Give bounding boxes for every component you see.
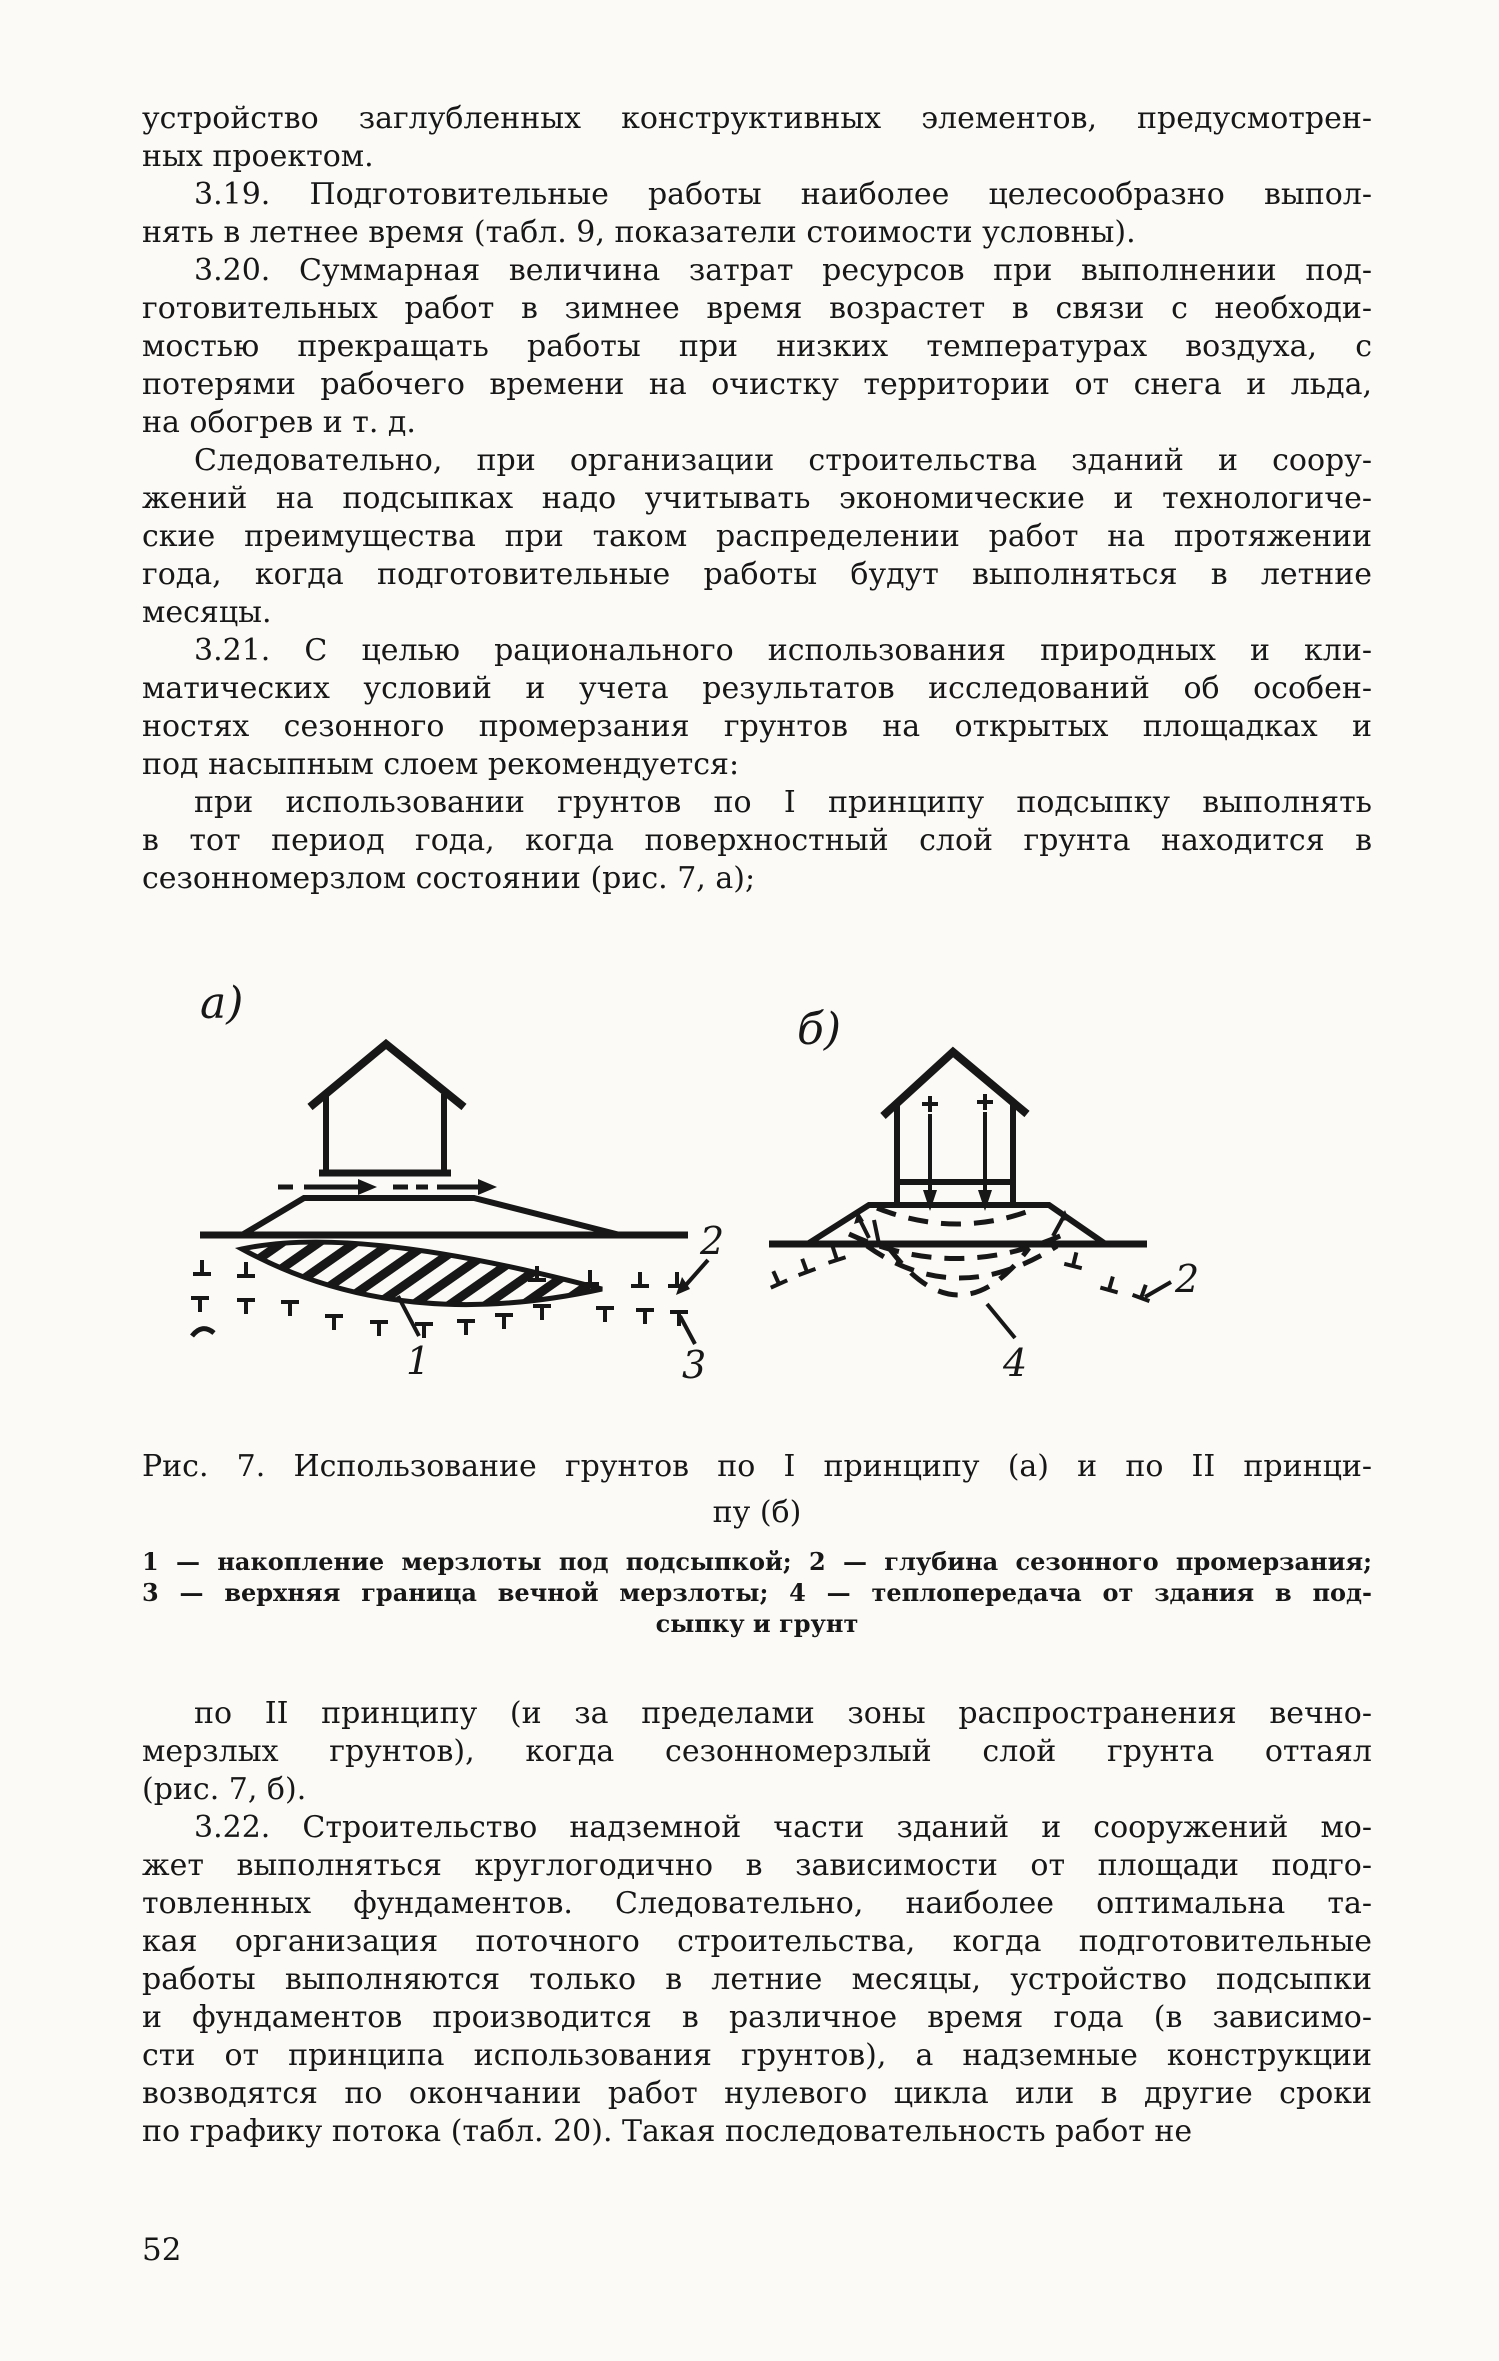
lateral-heat-arrows-icon xyxy=(278,1179,497,1195)
text-line: кая организация поточного строительства, когда подготовительные xyxy=(142,1924,1372,1959)
caption-line: пу (б) xyxy=(712,1495,802,1530)
legend-line: 1 — накопление мерзлоты под подсыпкой; 2 — глубина сезонного промерзания; xyxy=(142,1547,1372,1576)
text-line: года, когда подготовительные работы будут выполняться в летние xyxy=(142,557,1372,592)
text-line: в тот период года, когда поверхностный слой грунта находится в xyxy=(142,823,1372,858)
frozen-dome xyxy=(242,1242,602,1305)
fill-mound-a xyxy=(242,1198,620,1235)
text-line: ские преимущества при таком распределении работ на протяжении xyxy=(142,519,1372,554)
diagram-a xyxy=(142,944,757,1394)
heat-transfer-arrows-icon xyxy=(922,1094,993,1211)
thaw-isotherms xyxy=(849,1208,1069,1295)
text-line: 3.20. Суммарная величина затрат ресурсов при выполнении под- xyxy=(194,253,1372,288)
text-line: на обогрев и т. д. xyxy=(142,405,416,440)
text-line: по графику потока (табл. 20). Такая последовательность работ не xyxy=(142,2114,1193,2149)
text-line: потерями рабочего времени на очистку территории от снега и льда, xyxy=(142,367,1372,402)
text-line: жет выполняться круглогодично в зависимости от площади подго- xyxy=(142,1848,1372,1883)
text-line: (рис. 7, б). xyxy=(142,1772,307,1807)
callout-4: 4 xyxy=(1003,1341,1028,1385)
text-line: работы выполняются только в летние месяцы, устройство подсыпки xyxy=(142,1962,1372,1997)
text-line: нять в летнее время (табл. 9, показатели стоимости условны). xyxy=(142,215,1136,250)
text-line: устройство заглубленных конструктивных элементов, предусмотрен- xyxy=(142,101,1372,136)
text-line: Следовательно, при организации строительства зданий и соору- xyxy=(194,443,1372,478)
text-line: ных проектом. xyxy=(142,139,374,174)
text-line: мостью прекращать работы при низких температурах воздуха, с xyxy=(142,329,1372,364)
text-line: товленных фундаментов. Следовательно, наиболее оптимальна та- xyxy=(142,1886,1372,1921)
house-a-icon xyxy=(310,1044,464,1175)
callout-1: 1 xyxy=(406,1339,431,1383)
text-line: 3.21. С целью рационального использования природных и кли- xyxy=(194,633,1372,668)
body-text-bottom xyxy=(142,1695,1372,2151)
text-line: матических условий и учета результатов исследований об особен- xyxy=(142,671,1372,706)
text-line: ностях сезонного промерзания грунтов на открытых площадках и xyxy=(142,709,1372,744)
house-b-icon xyxy=(883,1052,1027,1204)
text-line: по II принципу (и за пределами зоны распространения вечно- xyxy=(194,1696,1372,1731)
text-line: и фундаментов производится в различное время года (в зависимо- xyxy=(142,2000,1372,2035)
figure-legend xyxy=(142,1546,1372,1639)
text-line: под насыпным слоем рекомендуется: xyxy=(142,747,740,782)
callout-2b: 2 xyxy=(1175,1257,1200,1301)
text-line: 3.19. Подготовительные работы наиболее целесообразно выпол- xyxy=(194,177,1372,212)
legend-line: сыпку и грунт xyxy=(655,1609,859,1638)
callout-2: 2 xyxy=(700,1219,725,1263)
frost-marks-b xyxy=(765,1244,1154,1301)
figure-7 xyxy=(142,944,1372,1394)
caption-line: Рис. 7. Использование грунтов по I принципу (а) и по II принци- xyxy=(142,1449,1372,1484)
text-line: сти от принципа использования грунтов), а надземные конструкции xyxy=(142,2038,1372,2073)
text-line: сезонномерзлом состоянии (рис. 7, а); xyxy=(142,861,756,896)
text-line: возводятся по окончании работ нулевого цикла или в другие сроки xyxy=(142,2076,1372,2111)
callouts-b xyxy=(987,1257,1199,1385)
diagram-b xyxy=(757,944,1372,1394)
page-number: 52 xyxy=(142,2232,182,2268)
text-line: 3.22. Строительство надземной части зданий и сооружений мо- xyxy=(194,1810,1372,1845)
text-line: жений на подсыпках надо учитывать экономические и технологиче- xyxy=(142,481,1372,516)
text-line: готовительных работ в зимнее время возрастет в связи с необходи- xyxy=(142,291,1372,326)
legend-line: 3 — верхняя граница вечной мерзлоты; 4 — теплопередача от здания в под- xyxy=(142,1578,1372,1607)
text-line: мерзлых грунтов), когда сезонномерзлый слой грунта оттаял xyxy=(142,1734,1372,1769)
slope-arrow-marks xyxy=(854,1210,1069,1244)
figure-caption xyxy=(142,1444,1372,1536)
text-line: при использовании грунтов по I принципу подсыпку выполнять xyxy=(194,785,1372,820)
panel-b-label: б) xyxy=(797,1004,842,1055)
callout-3: 3 xyxy=(682,1343,707,1387)
text-column xyxy=(142,100,1372,2151)
body-text-top xyxy=(142,100,1372,898)
panel-a-label: а) xyxy=(200,978,244,1029)
text-line: месяцы. xyxy=(142,595,272,630)
